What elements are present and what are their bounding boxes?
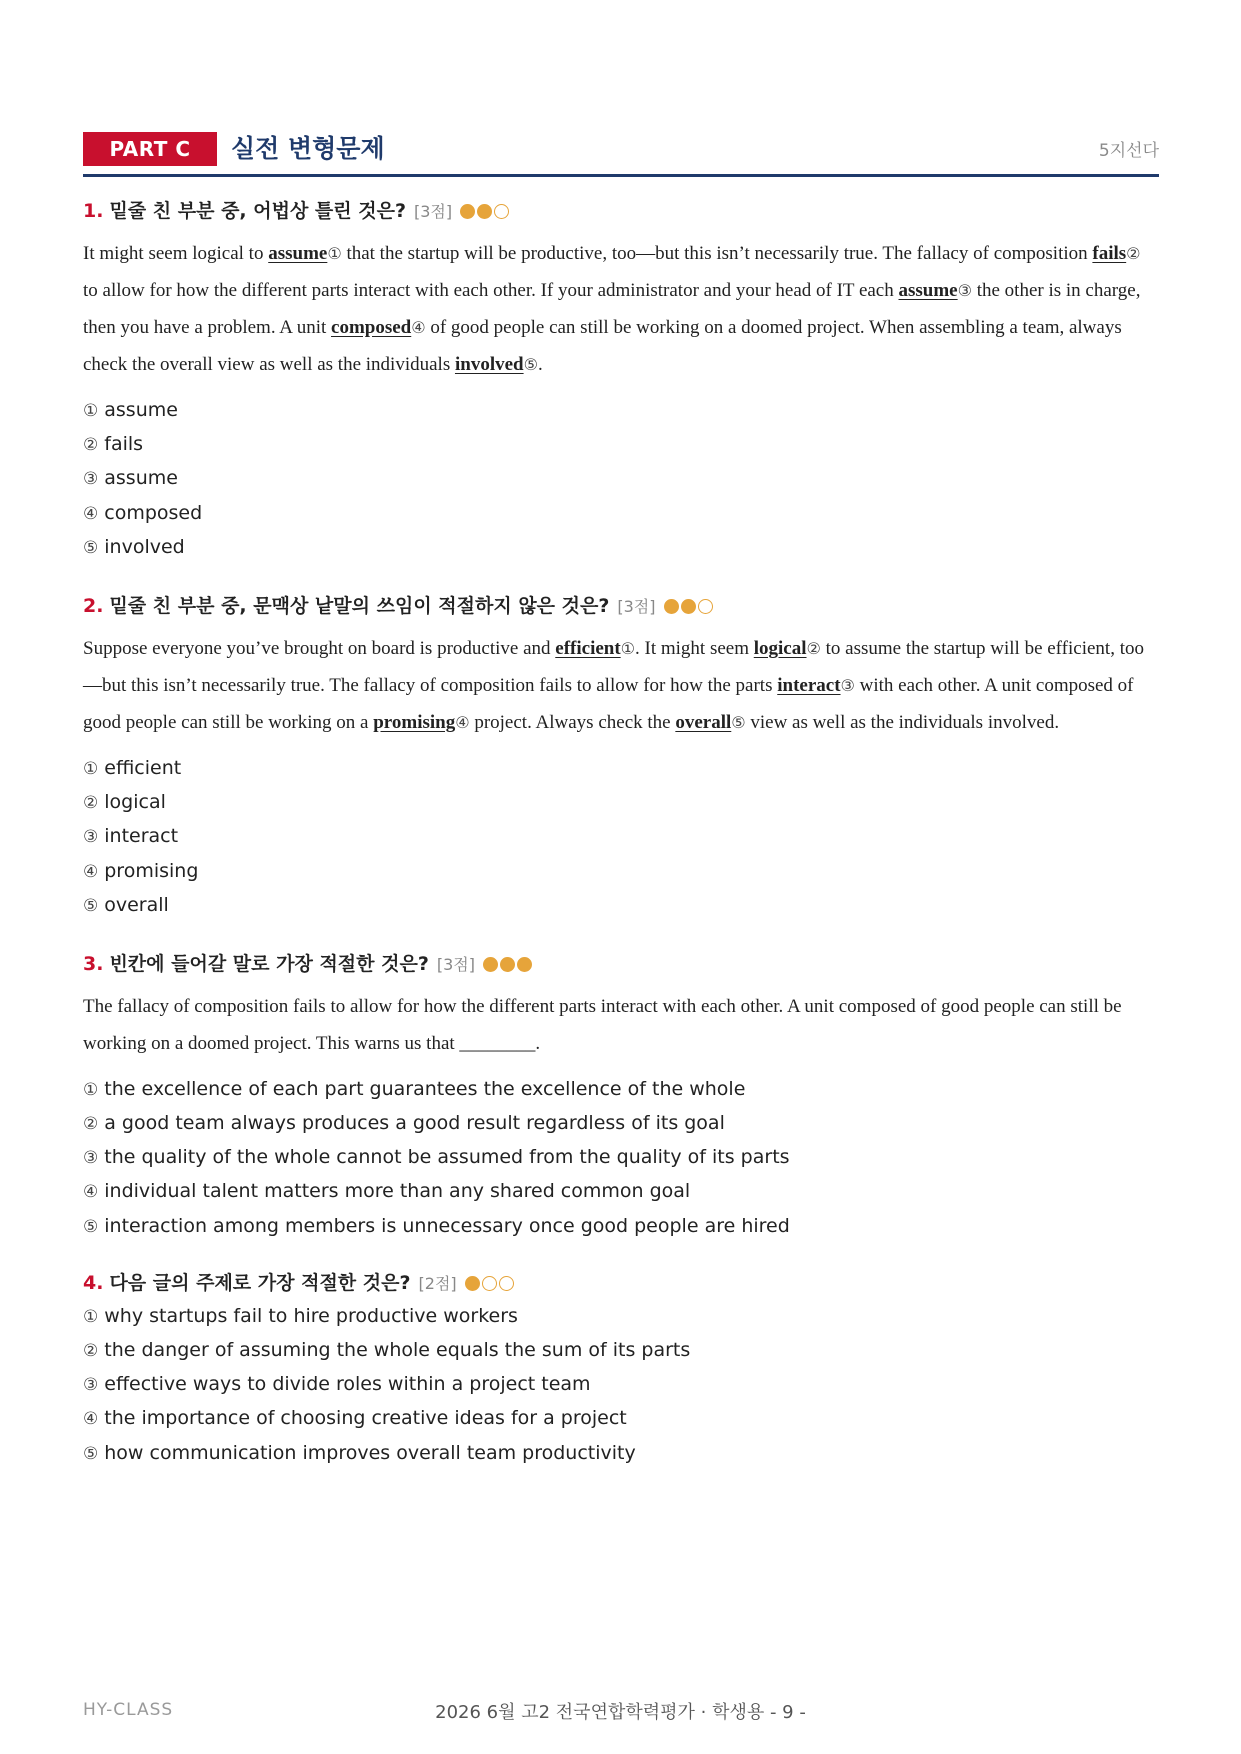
answer-option[interactable] bbox=[83, 1140, 1159, 1174]
passage-text: It might seem logical to bbox=[83, 243, 269, 264]
question-type-tag: 5지선다 bbox=[1098, 141, 1159, 161]
answer-option[interactable] bbox=[83, 819, 1159, 853]
underlined-word: composed bbox=[331, 317, 412, 338]
option-number: ① bbox=[83, 1079, 99, 1100]
passage bbox=[83, 630, 1159, 741]
option-text: promising bbox=[104, 859, 199, 882]
difficulty-dot-empty-icon bbox=[494, 204, 509, 219]
option-text: interaction among members is unnecessary once good people are hired bbox=[104, 1214, 790, 1237]
underlined-word: overall bbox=[675, 711, 732, 733]
question-4 bbox=[83, 1269, 1159, 1470]
option-number: ① bbox=[83, 1306, 99, 1327]
question-number: 1. bbox=[83, 200, 104, 222]
question-title bbox=[83, 197, 1159, 225]
option-number: ⑤ bbox=[83, 895, 99, 916]
option-number: ② bbox=[83, 1114, 99, 1135]
question-title bbox=[83, 1269, 1159, 1297]
question-points: [3점] bbox=[617, 596, 656, 616]
circled-number: ④ bbox=[411, 318, 426, 337]
circled-number: ② bbox=[806, 638, 821, 658]
option-number: ① bbox=[83, 401, 99, 421]
option-number: ② bbox=[83, 435, 99, 456]
option-text: the importance of choosing creative ideas for a project bbox=[104, 1407, 627, 1430]
passage-text: project. Always check the bbox=[469, 711, 676, 733]
answer-option[interactable] bbox=[83, 751, 1159, 785]
footer-page-info: 2026 6월 고2 전국연합학력평가 · 학생용 - 9 - bbox=[435, 1702, 806, 1723]
question-number: 3. bbox=[83, 952, 104, 975]
option-number: ④ bbox=[83, 503, 99, 524]
circled-number: ③ bbox=[840, 675, 855, 695]
underlined-word: assume bbox=[268, 243, 328, 264]
underlined-word: efficient bbox=[555, 637, 621, 659]
passage-text: The fallacy of composition fails to allow for how the different parts interact with each other. A unit composed of good people can still be working on a doomed project. This warns us that ________. bbox=[83, 995, 1122, 1054]
difficulty-dot-filled-icon bbox=[483, 957, 498, 972]
difficulty-indicator bbox=[664, 594, 715, 622]
underlined-word: involved bbox=[454, 354, 524, 375]
answer-option[interactable] bbox=[83, 1072, 1159, 1106]
question-points: [3점] bbox=[413, 202, 453, 221]
answer-option[interactable] bbox=[83, 496, 1159, 530]
question-list bbox=[83, 197, 1159, 1470]
question-3 bbox=[83, 950, 1159, 1243]
difficulty-dot-filled-icon bbox=[664, 599, 679, 614]
passage-text: to allow for how the different parts interact with each other. If your administrator and your head of IT each bbox=[83, 280, 899, 301]
underlined-word: fails bbox=[1092, 243, 1127, 264]
difficulty-indicator bbox=[460, 199, 511, 227]
circled-number: ⑤ bbox=[523, 355, 538, 374]
option-text: logical bbox=[104, 791, 166, 814]
question-number: 2. bbox=[83, 594, 104, 617]
circled-number: ④ bbox=[455, 712, 470, 732]
passage-text: with each other. A unit composed of good people can still be working on a bbox=[83, 674, 1134, 733]
underlined-word: promising bbox=[373, 711, 456, 733]
option-text: overall bbox=[104, 893, 169, 916]
passage-text: the other is in charge, then you have a problem. A unit bbox=[83, 280, 1141, 338]
answer-option[interactable] bbox=[83, 854, 1159, 888]
passage bbox=[83, 235, 1159, 383]
question-points: [2점] bbox=[418, 1273, 457, 1293]
circled-number: ⑤ bbox=[731, 712, 746, 732]
footer-brand: HY-CLASS bbox=[83, 1700, 174, 1720]
answer-options bbox=[83, 393, 1159, 564]
question-title bbox=[83, 950, 1159, 978]
option-number: ⑤ bbox=[83, 1216, 99, 1237]
option-number: ④ bbox=[83, 861, 99, 882]
option-number: ③ bbox=[83, 1375, 99, 1396]
answer-option[interactable] bbox=[83, 530, 1159, 564]
question-prompt: 다음 글의 주제로 가장 적절한 것은? bbox=[109, 1271, 411, 1294]
option-text: a good team always produces a good result regardless of its goal bbox=[104, 1112, 725, 1135]
answer-option[interactable] bbox=[83, 1209, 1159, 1243]
answer-options bbox=[83, 1299, 1159, 1470]
difficulty-dot-empty-icon bbox=[482, 1276, 497, 1291]
answer-option[interactable] bbox=[83, 785, 1159, 819]
difficulty-dot-filled-icon bbox=[460, 204, 475, 219]
answer-option[interactable] bbox=[83, 427, 1159, 461]
answer-option[interactable] bbox=[83, 461, 1159, 495]
circled-number: ③ bbox=[957, 281, 972, 300]
option-text: assume bbox=[104, 399, 178, 421]
section-header bbox=[83, 132, 1159, 177]
option-number: ② bbox=[83, 1341, 99, 1361]
difficulty-indicator bbox=[465, 1271, 516, 1299]
difficulty-dot-empty-icon bbox=[698, 599, 713, 614]
option-text: assume bbox=[104, 467, 178, 490]
answer-option[interactable] bbox=[83, 1401, 1159, 1435]
question-title bbox=[83, 592, 1159, 620]
option-number: ⑤ bbox=[83, 1443, 99, 1464]
difficulty-dot-filled-icon bbox=[681, 599, 696, 614]
passage-text: Suppose everyone you’ve brought on board is productive and bbox=[83, 637, 556, 659]
option-number: ⑤ bbox=[83, 537, 99, 558]
passage-text: to assume the startup will be efficient, too—but this isn’t necessarily true. The fallacy of composition fails to allow for how the parts bbox=[83, 637, 1144, 696]
circled-number: ② bbox=[1126, 244, 1141, 263]
worksheet-page bbox=[83, 132, 1159, 1470]
question-number: 4. bbox=[83, 1271, 104, 1294]
option-number: ④ bbox=[83, 1182, 99, 1203]
question-2 bbox=[83, 592, 1159, 922]
question-prompt: 빈칸에 들어갈 말로 가장 적절한 것은? bbox=[109, 952, 429, 975]
difficulty-indicator bbox=[483, 952, 534, 980]
option-text: why startups fail to hire productive workers bbox=[104, 1304, 518, 1327]
option-text: how communication improves overall team productivity bbox=[104, 1441, 636, 1464]
answer-option[interactable] bbox=[83, 1367, 1159, 1401]
answer-option[interactable] bbox=[83, 1299, 1159, 1333]
circled-number: ① bbox=[327, 244, 342, 263]
passage-text: view as well as the individuals involved. bbox=[745, 711, 1060, 733]
passage bbox=[83, 988, 1159, 1062]
option-text: the quality of the whole cannot be assumed from the quality of its parts bbox=[104, 1146, 790, 1169]
section-title: 실전 변형문제 bbox=[231, 134, 385, 163]
difficulty-dot-empty-icon bbox=[499, 1276, 514, 1291]
option-number: ③ bbox=[83, 469, 99, 490]
option-text: fails bbox=[104, 433, 144, 456]
answer-option[interactable] bbox=[83, 1174, 1159, 1208]
option-number: ③ bbox=[83, 827, 99, 848]
difficulty-dot-filled-icon bbox=[465, 1276, 480, 1291]
underlined-word: assume bbox=[898, 280, 958, 301]
option-text: involved bbox=[104, 535, 185, 558]
underlined-word: interact bbox=[777, 674, 841, 696]
answer-options bbox=[83, 751, 1159, 922]
answer-options bbox=[83, 1072, 1159, 1243]
passage-text: that the startup will be productive, too—but this isn’t necessarily true. The fallacy of composition bbox=[341, 243, 1093, 264]
difficulty-dot-filled-icon bbox=[517, 957, 532, 972]
part-badge: PART C bbox=[83, 132, 217, 166]
option-number: ① bbox=[83, 758, 99, 779]
passage-text: . bbox=[537, 354, 543, 375]
passage-text: of good people can still be working on a doomed project. When assembling a team, always check the overall view as well as the individuals bbox=[83, 317, 1122, 375]
option-number: ④ bbox=[83, 1409, 99, 1430]
option-text: the excellence of each part guarantees the excellence of the whole bbox=[104, 1077, 746, 1100]
question-prompt: 밑줄 친 부분 중, 어법상 틀린 것은? bbox=[109, 200, 406, 222]
option-number: ③ bbox=[83, 1148, 99, 1169]
option-text: effective ways to divide roles within a project team bbox=[104, 1373, 591, 1396]
answer-option[interactable] bbox=[83, 1333, 1159, 1367]
underlined-word: logical bbox=[753, 637, 807, 659]
answer-option[interactable] bbox=[83, 393, 1159, 427]
option-text: individual talent matters more than any shared common goal bbox=[104, 1180, 691, 1203]
answer-option[interactable] bbox=[83, 1436, 1159, 1470]
difficulty-dot-filled-icon bbox=[477, 204, 492, 219]
question-points: [3점] bbox=[436, 954, 475, 974]
answer-option[interactable] bbox=[83, 888, 1159, 922]
question-prompt: 밑줄 친 부분 중, 문맥상 낱말의 쓰임이 적절하지 않은 것은? bbox=[109, 594, 610, 617]
circled-number: ① bbox=[620, 638, 636, 658]
option-text: the danger of assuming the whole equals the sum of its parts bbox=[104, 1339, 691, 1361]
option-text: efficient bbox=[104, 756, 182, 779]
passage-text: . It might seem bbox=[635, 637, 754, 659]
option-text: composed bbox=[104, 501, 203, 524]
option-text: interact bbox=[104, 825, 179, 848]
difficulty-dot-filled-icon bbox=[500, 957, 515, 972]
answer-option[interactable] bbox=[83, 1106, 1159, 1140]
question-1 bbox=[83, 197, 1159, 564]
option-number: ② bbox=[83, 793, 99, 814]
